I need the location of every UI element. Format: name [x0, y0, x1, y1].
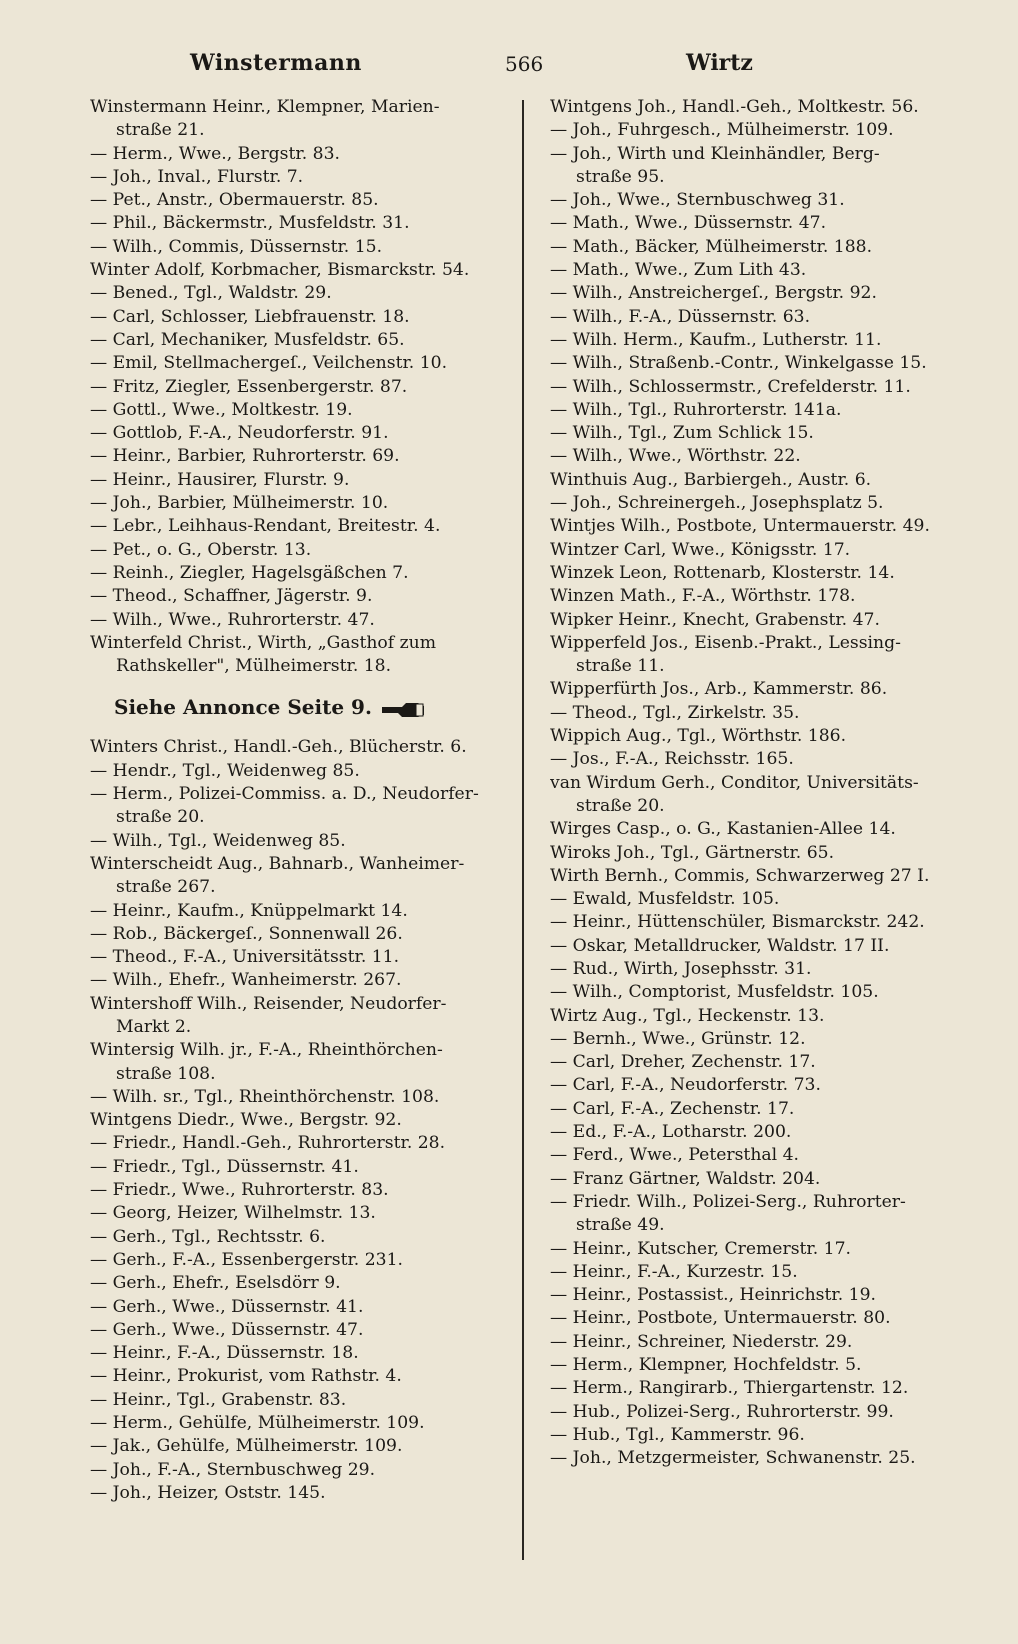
entry-line: — Wilh., Tgl., Weidenweg 85. — [90, 830, 346, 851]
entry-line: Wirth Bernh., Commis, Schwarzerweg 27 I. — [550, 865, 930, 886]
entry-line: — Pet., o. G., Oberstr. 13. — [90, 539, 312, 560]
entry-line: — Gottl., Wwe., Moltkestr. 19. — [90, 399, 353, 420]
left-column — [90, 96, 520, 1505]
header-left-keyword: Winstermann — [190, 50, 362, 76]
entry-line: — Wilh., Anstreichergeſ., Bergstr. 92. — [550, 283, 877, 304]
entry-line: — Franz Gärtner, Waldstr. 204. — [550, 1168, 821, 1189]
entry-line: — Joh., Metzgermeister, Schwanenstr. 25. — [550, 1448, 916, 1469]
entry-line: — Jak., Gehülfe, Mülheimerstr. 109. — [90, 1436, 403, 1457]
entry-line: — Heinr., F.-A., Düssernstr. 18. — [90, 1343, 359, 1364]
entry-line: — Theod., F.-A., Universitätsstr. 11. — [90, 947, 400, 968]
entry-line: — Heinr., Kutscher, Cremerstr. 17. — [550, 1238, 852, 1259]
entry-line: Wintzer Carl, Wwe., Königsstr. 17. — [550, 539, 851, 560]
entry-line: straße 21. — [116, 120, 205, 141]
entry-line: — Georg, Heizer, Wilhelmstr. 13. — [90, 1203, 376, 1224]
entry-line: straße 11. — [576, 656, 665, 677]
entry-line: — Joh., Inval., Flurstr. 7. — [90, 166, 304, 187]
entry-line: — Wilh., Schlossermstr., Crefelderstr. 11. — [550, 376, 911, 397]
entry-line: Winters Christ., Handl.-Geh., Blücherstr. 6. — [90, 737, 467, 758]
entry-line: — Carl, Dreher, Zechenstr. 17. — [550, 1052, 816, 1073]
entry-line: Winterfeld Christ., Wirth, „Gasthof zum — [90, 632, 437, 653]
entry-line: — Math., Wwe., Zum Lith 43. — [550, 260, 807, 281]
entry-line: — Gerh., Ehefr., Eselsdörr 9. — [90, 1273, 341, 1294]
entry-line: Markt 2. — [116, 1016, 192, 1037]
entry-line: — Joh., Barbier, Mülheimerstr. 10. — [90, 493, 389, 514]
entry-line: — Herm., Wwe., Bergstr. 83. — [90, 143, 340, 164]
advert-notice-text: Siehe Annonce Seite 9. — [114, 695, 372, 720]
entry-line: — Herm., Rangirarb., Thiergartenstr. 12. — [550, 1378, 909, 1399]
entry-line: Wipperfürth Jos., Arb., Kammerstr. 86. — [550, 679, 888, 700]
entry-line: — Wilh., F.-A., Düssernstr. 63. — [550, 306, 811, 327]
entry-line: Winthuis Aug., Barbiergeh., Austr. 6. — [550, 469, 872, 490]
entry-line: Winstermann Heinr., Klempner, Marien- — [90, 97, 440, 117]
entry-line: — Heinr., Kaufm., Knüppelmarkt 14. — [90, 900, 408, 921]
entry-line: — Wilh., Comptorist, Musfeldstr. 105. — [550, 982, 879, 1003]
entry-line: — Heinr., Tgl., Grabenstr. 83. — [90, 1389, 347, 1410]
right-column — [550, 96, 980, 1471]
entry-line: — Gerh., Wwe., Düssernstr. 41. — [90, 1296, 364, 1317]
entry-line: Wintershoff Wilh., Reisender, Neudorfer- — [90, 993, 447, 1014]
entry-line: — Hub., Polizei-Serg., Ruhrorterstr. 99. — [550, 1401, 894, 1422]
page-number: 566 — [505, 52, 544, 76]
entry-line: — Joh., Wirth und Kleinhändler, Berg- — [550, 143, 880, 164]
entry-line: Wintersig Wilh. jr., F.-A., Rheinthörchen- — [90, 1040, 443, 1061]
entry-line: — Ewald, Musfeldstr. 105. — [550, 889, 780, 910]
entry-line: — Carl, F.-A., Zechenstr. 17. — [550, 1098, 795, 1119]
entry-line: — Wilh. sr., Tgl., Rheinthörchenstr. 108. — [90, 1086, 440, 1107]
entry-line: — Reinh., Ziegler, Hagelsgäßchen 7. — [90, 562, 409, 583]
entry-line: — Carl, F.-A., Neudorferstr. 73. — [550, 1075, 821, 1096]
entry-line: — Friedr. Wilh., Polizei-Serg., Ruhrorter- — [550, 1191, 906, 1212]
entry-line: — Heinr., Postbote, Untermauerstr. 80. — [550, 1308, 891, 1329]
entry-line: — Wilh., Straßenb.-Contr., Winkelgasse 15. — [550, 353, 927, 374]
entry-line: straße 267. — [116, 877, 216, 898]
entry-line: — Joh., F.-A., Sternbuschweg 29. — [90, 1459, 376, 1480]
entry-line: Winzek Leon, Rottenarb, Klosterstr. 14. — [550, 562, 895, 583]
entry-line: Wintgens Diedr., Wwe., Bergstr. 92. — [90, 1110, 402, 1131]
column-divider — [522, 100, 524, 1560]
pointing-hand-icon — [380, 698, 426, 720]
spacer — [90, 678, 520, 690]
entry-line: Wirtz Aug., Tgl., Heckenstr. 13. — [550, 1005, 825, 1026]
entry-line: straße 20. — [576, 795, 665, 816]
entry-line: — Heinr., Schreiner, Niederstr. 29. — [550, 1331, 853, 1352]
page-header — [90, 50, 978, 86]
entry-line: — Wilh., Wwe., Wörthstr. 22. — [550, 446, 801, 467]
entry-line: Rathskeller", Mülheimerstr. 18. — [116, 656, 392, 677]
entry-line: — Herm., Gehülfe, Mülheimerstr. 109. — [90, 1413, 425, 1434]
entry-line: — Emil, Stellmachergeſ., Veilchenstr. 10. — [90, 353, 448, 374]
entry-line: Winterscheidt Aug., Bahnarb., Wanheimer- — [90, 853, 465, 874]
entry-line: — Hendr., Tgl., Weidenweg 85. — [90, 760, 360, 781]
entry-line: van Wirdum Gerh., Conditor, Universitäts- — [550, 772, 919, 793]
entry-line: — Jos., F.-A., Reichsstr. 165. — [550, 749, 794, 770]
entry-line: — Gerh., Tgl., Rechtsstr. 6. — [90, 1226, 326, 1247]
entry-line: — Heinr., Postassist., Heinrichstr. 19. — [550, 1285, 876, 1306]
entry-line: — Wilh., Tgl., Zum Schlick 15. — [550, 423, 814, 444]
entry-line: Wipker Heinr., Knecht, Grabenstr. 47. — [550, 609, 880, 630]
entry-line: — Bened., Tgl., Waldstr. 29. — [90, 283, 332, 304]
entry-line: — Carl, Mechaniker, Musfeldstr. 65. — [90, 329, 405, 350]
entry-line: — Gottlob, F.-A., Neudorferstr. 91. — [90, 423, 389, 444]
entry-line: — Ferd., Wwe., Petersthal 4. — [550, 1145, 800, 1166]
entry-line: — Heinr., Hüttenschüler, Bismarckstr. 242. — [550, 912, 925, 933]
entry-line: straße 95. — [576, 166, 665, 187]
entry-line: — Fritz, Ziegler, Essenbergerstr. 87. — [90, 376, 408, 397]
entry-line: — Heinr., Barbier, Ruhrorterstr. 69. — [90, 446, 400, 467]
entry-line: — Joh., Schreinergeh., Josephsplatz 5. — [550, 493, 884, 514]
entry-line: — Heinr., Prokurist, vom Rathstr. 4. — [90, 1366, 402, 1387]
entry-line: — Math., Bäcker, Mülheimerstr. 188. — [550, 236, 873, 257]
entry-line: — Gerh., Wwe., Düssernstr. 47. — [90, 1319, 364, 1340]
entry-line: Wirges Casp., o. G., Kastanien-Allee 14. — [550, 819, 896, 840]
entry-line: — Joh., Wwe., Sternbuschweg 31. — [550, 190, 845, 211]
header-right-keyword: Wirtz — [686, 50, 753, 76]
entry-line: — Theod., Tgl., Zirkelstr. 35. — [550, 702, 800, 723]
entry-line: — Oskar, Metalldrucker, Waldstr. 17 II. — [550, 935, 890, 956]
entry-line: Wipperfeld Jos., Eisenb.-Prakt., Lessing- — [550, 632, 901, 653]
spacer — [90, 724, 520, 736]
entry-line: Wiroks Joh., Tgl., Gärtnerstr. 65. — [550, 842, 835, 863]
entry-line: — Ed., F.-A., Lotharstr. 200. — [550, 1122, 792, 1143]
entry-line: — Theod., Schaffner, Jägerstr. 9. — [90, 586, 373, 607]
entry-line: — Rob., Bäckergeſ., Sonnenwall 26. — [90, 923, 403, 944]
entry-line: — Friedr., Wwe., Ruhrorterstr. 83. — [90, 1180, 389, 1201]
entry-line: — Joh., Fuhrgesch., Mülheimerstr. 109. — [550, 120, 894, 141]
entry-line: — Joh., Heizer, Oststr. 145. — [90, 1482, 326, 1503]
advert-notice — [90, 690, 520, 724]
entry-line: Winter Adolf, Korbmacher, Bismarckstr. 54. — [90, 260, 470, 281]
entry-line: — Phil., Bäckermstr., Musfeldstr. 31. — [90, 213, 410, 234]
entry-line: — Wilh. Herm., Kaufm., Lutherstr. 11. — [550, 329, 882, 350]
entry-line: — Wilh., Ehefr., Wanheimerstr. 267. — [90, 970, 402, 991]
entry-line: — Friedr., Handl.-Geh., Ruhrorterstr. 28. — [90, 1133, 446, 1154]
entry-line: — Friedr., Tgl., Düssernstr. 41. — [90, 1156, 359, 1177]
entry-line: Wippich Aug., Tgl., Wörthstr. 186. — [550, 726, 847, 747]
entry-line: straße 49. — [576, 1215, 665, 1236]
entry-line: — Lebr., Leihhaus-Rendant, Breitestr. 4. — [90, 516, 441, 537]
entry-line: — Wilh., Commis, Düssernstr. 15. — [90, 236, 383, 257]
entry-line: Wintjes Wilh., Postbote, Untermauerstr. 49. — [550, 516, 930, 537]
entry-line: — Heinr., F.-A., Kurzestr. 15. — [550, 1261, 798, 1282]
entry-line: — Heinr., Hausirer, Flurstr. 9. — [90, 469, 350, 490]
entry-line: — Bernh., Wwe., Grünstr. 12. — [550, 1028, 806, 1049]
entry-line: — Gerh., F.-A., Essenbergerstr. 231. — [90, 1249, 404, 1270]
entry-line: — Carl, Schlosser, Liebfrauenstr. 18. — [90, 306, 410, 327]
entry-line: — Rud., Wirth, Josephsstr. 31. — [550, 958, 812, 979]
entry-line: — Pet., Anstr., Obermauerstr. 85. — [90, 190, 379, 211]
entry-line: — Herm., Polizei-Commiss. a. D., Neudorfer- — [90, 784, 479, 805]
entry-line: Winzen Math., F.-A., Wörthstr. 178. — [550, 586, 856, 607]
entry-line: — Wilh., Tgl., Ruhrorterstr. 141a. — [550, 399, 842, 420]
entry-line: — Herm., Klempner, Hochfeldstr. 5. — [550, 1355, 862, 1376]
entry-line: straße 20. — [116, 807, 205, 828]
entry-line: — Hub., Tgl., Kammerstr. 96. — [550, 1424, 805, 1445]
entry-line: Wintgens Joh., Handl.-Geh., Moltkestr. 56. — [550, 97, 919, 117]
entry-line: — Wilh., Wwe., Ruhrorterstr. 47. — [90, 609, 375, 630]
entry-line: straße 108. — [116, 1063, 216, 1084]
entry-line: — Math., Wwe., Düssernstr. 47. — [550, 213, 827, 234]
